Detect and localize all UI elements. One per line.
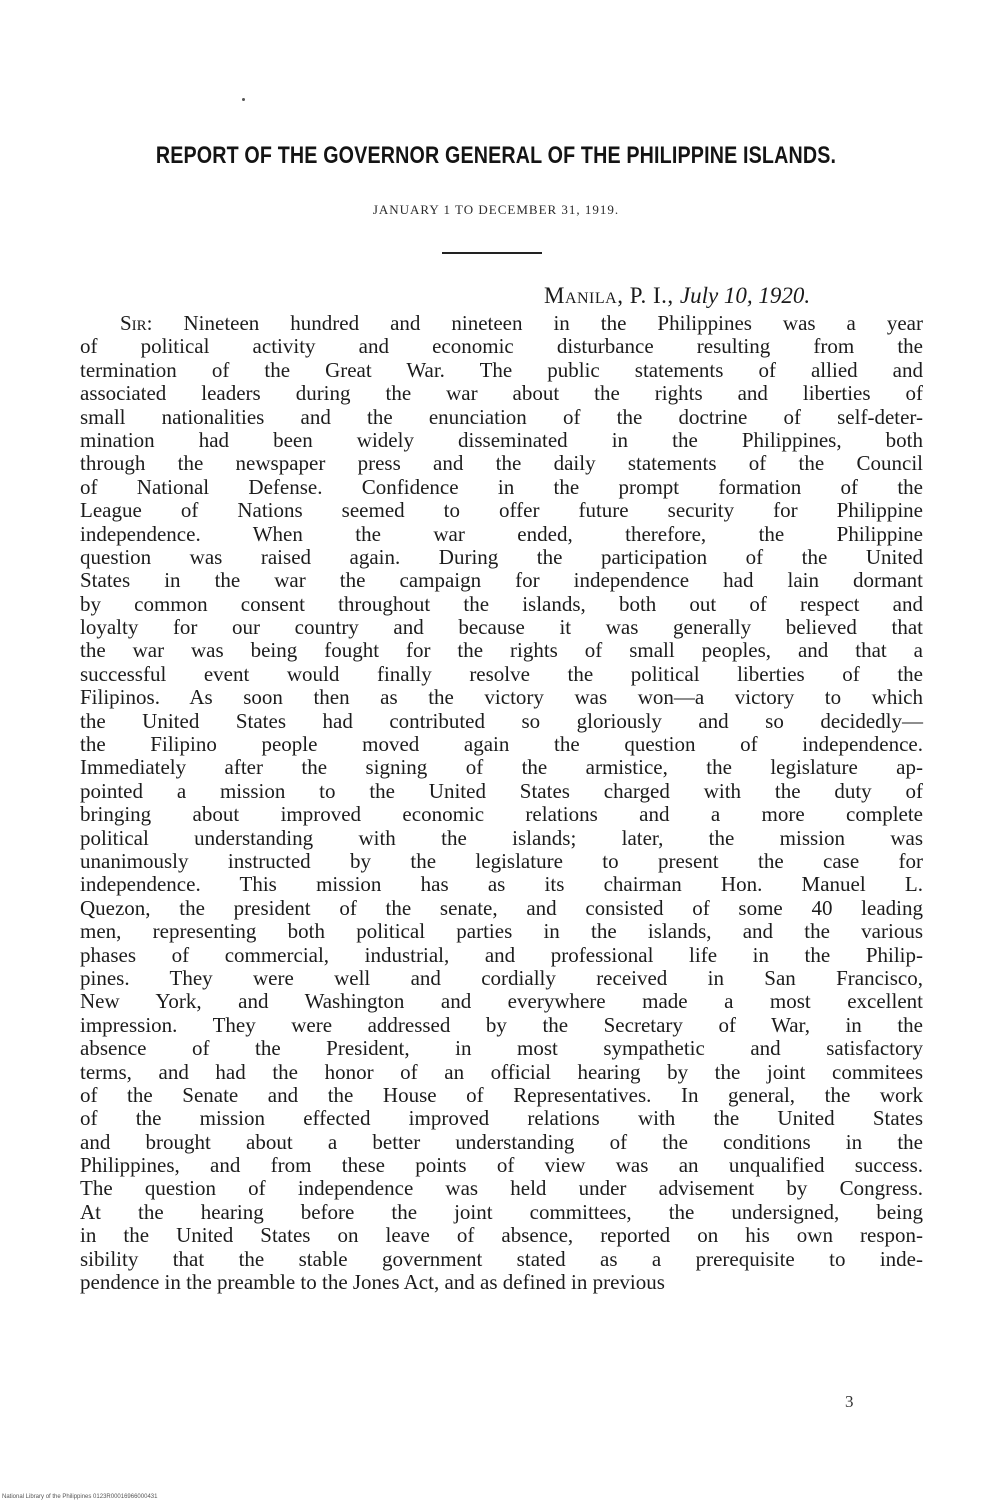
body-line: by common consent throughout the islands, both out of respect and: [80, 591, 923, 616]
body-line: men, representing both political parties in the islands, and the various: [80, 919, 923, 944]
body-line: the war was being fought for the rights of small peoples, and that a: [80, 638, 923, 663]
body-line: unanimously instructed by the legislature to present the case for: [80, 848, 923, 873]
body-line: in the United States on leave of absence, reported on his own respon-: [80, 1223, 923, 1248]
body-line: Quezon, the president of the senate, and consisted of some 40 leading: [80, 895, 923, 920]
body-line: of National Defense. Confidence in the prompt formation of the: [80, 474, 923, 499]
body-line: political understanding with the islands; later, the mission was: [80, 825, 923, 850]
dateline-place: Manila, P. I.,: [544, 283, 680, 308]
body-line: independence. This mission has as its chairman Hon. Manuel L.: [80, 872, 923, 897]
body-line: [80, 312, 923, 335]
body-line: pointed a mission to the United States charged with the duty of: [80, 778, 923, 803]
body-line: of the mission effected improved relations with the United States: [80, 1106, 923, 1131]
body-line: mination had been widely disseminated in the Philippines, both: [80, 427, 923, 452]
body-line: Filipinos. As soon then as the victory was won—a victory to which: [80, 685, 923, 710]
salutation: Sir:: [120, 311, 153, 335]
dateline: [544, 283, 810, 309]
dateline-date: July 10, 1920.: [679, 283, 811, 308]
body-line: loyalty for our country and because it was generally believed that: [80, 615, 923, 640]
body-line: of political activity and economic disturbance resulting from the: [80, 334, 923, 359]
body-line: The question of independence was held under advisement by Congress.: [80, 1176, 923, 1201]
body-line: League of Nations seemed to offer future security for Philippine: [80, 498, 923, 523]
body-line: sibility that the stable government stated as a prerequisite to inde-: [80, 1246, 923, 1271]
body-line: terms, and had the honor of an official hearing by the joint commitees: [80, 1059, 923, 1084]
body-line: absence of the President, in most sympathetic and satisfactory: [80, 1036, 923, 1061]
body-line: of the Senate and the House of Representatives. In general, the work: [80, 1082, 923, 1107]
title-divider: [442, 252, 542, 254]
body-line: successful event would finally resolve the political liberties of the: [80, 661, 923, 686]
body-line: impression. They were addressed by the Secretary of War, in the: [80, 1012, 923, 1037]
body-line: Immediately after the signing of the armistice, the legislature ap-: [80, 755, 923, 780]
body-line: pendence in the preamble to the Jones Act, and as defined in previous: [80, 1270, 665, 1295]
scan-footer: National Library of the Philippines 0123R00016966000431: [2, 1494, 158, 1500]
body-line: Philippines, and from these points of view was an unqualified success.: [80, 1153, 923, 1178]
body-line: question was raised again. During the participation of the United: [80, 544, 923, 569]
body-line: the United States had contributed so gloriously and so decidedly—: [80, 708, 923, 733]
report-body: [80, 312, 923, 1294]
body-line: States in the war the campaign for independence had lain dormant: [80, 568, 923, 593]
body-line: pines. They were well and cordially received in San Francisco,: [80, 965, 923, 990]
body-line: through the newspaper press and the daily statements of the Council: [80, 451, 923, 476]
body-line: associated leaders during the war about the rights and liberties of: [80, 381, 923, 406]
body-line: the Filipino people moved again the question of independence.: [80, 732, 923, 757]
body-line: and brought about a better understanding of the conditions in the: [80, 1129, 923, 1154]
body-line: At the hearing before the joint committees, the undersigned, being: [80, 1199, 923, 1224]
body-line: small nationalities and the enunciation of the doctrine of self-deter-: [80, 404, 923, 429]
report-period: JANUARY 1 TO DECEMBER 31, 1919.: [372, 202, 620, 217]
body-line: phases of commercial, industrial, and professional life in the Philip-: [80, 942, 923, 967]
page-number: 3: [845, 1392, 854, 1411]
scan-speck: [242, 98, 245, 101]
body-line: independence. When the war ended, therefore, the Philippine: [80, 521, 923, 546]
report-title: REPORT OF THE GOVERNOR GENERAL OF THE PHILIPPINE ISLANDS.: [155, 142, 837, 169]
body-line: bringing about improved economic relations and a more complete: [80, 802, 923, 827]
body-line: New York, and Washington and everywhere made a most excellent: [80, 989, 923, 1014]
body-line: termination of the Great War. The public statements of allied and: [80, 357, 923, 382]
body-line-text: Nineteen hundred and nineteen in the Philippines was a year: [152, 311, 923, 335]
